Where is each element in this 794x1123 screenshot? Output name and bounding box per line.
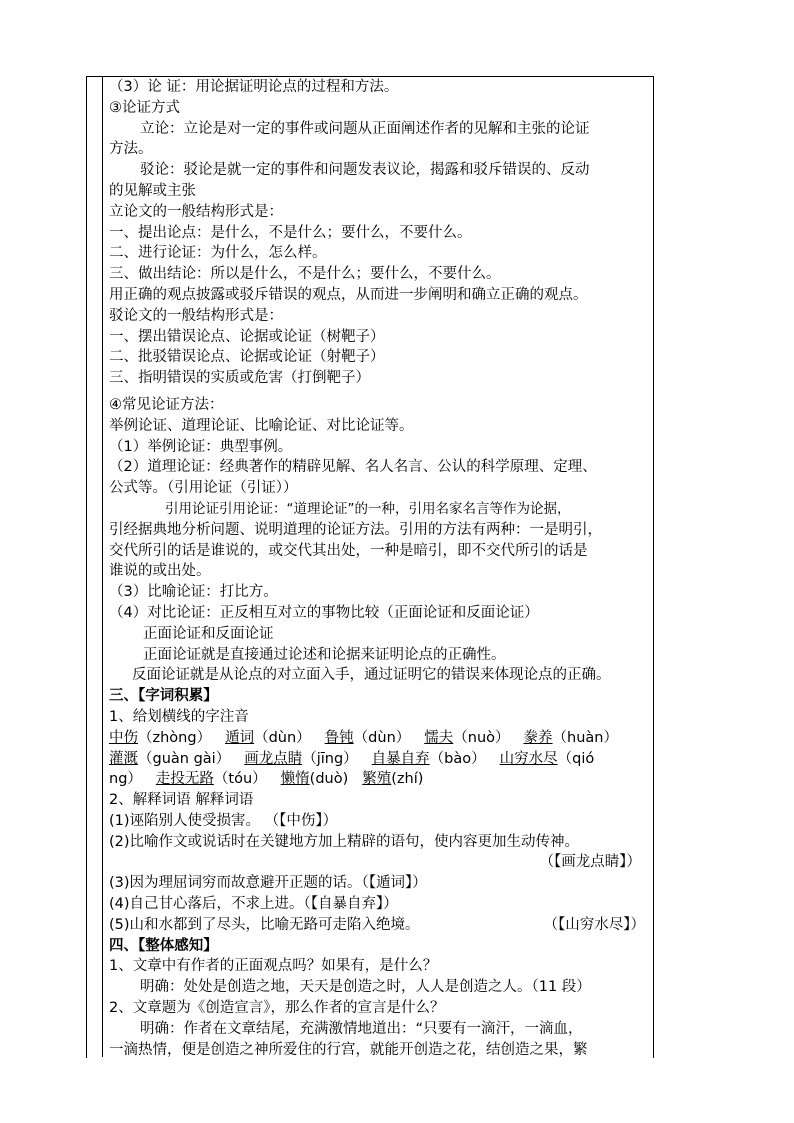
pinyin-line bbox=[109, 749, 649, 770]
underlined-word: 遁词 bbox=[225, 729, 255, 746]
pinyin: （bào） bbox=[429, 750, 486, 767]
text-line: 的见解或主张 bbox=[109, 182, 196, 199]
text-line: （3）比喻论证：打比方。 bbox=[109, 584, 278, 601]
answer-text: （【山穷水尽】） bbox=[543, 916, 645, 933]
text-line: 引经据典地分析问题、说明道理的论证方法。引用的方法有两种：一是明引， bbox=[109, 521, 602, 538]
text-line: 交代所引的话是谁说的，或交代其出处，一种是暗引，即不交代所引的话是 bbox=[109, 542, 588, 559]
text-line: （【画龙点睛】） bbox=[539, 854, 641, 871]
definition-text: (5)山和水都到了尽头，比喻无路可走陷入绝境。 bbox=[109, 916, 420, 933]
text-line: (4)自己甘心落后，不求上进。（【自暴自弃】） bbox=[109, 896, 398, 913]
text-line bbox=[109, 915, 649, 936]
text-line: 驳论：驳论是就一定的事件和问题发表议论，揭露和驳斥错误的、反动 bbox=[140, 162, 590, 179]
text-line: 引用论证引用论证：“道理论证”的一种，引用名家名言等作为论据， bbox=[165, 500, 571, 517]
text-line: ④常见论证方法： bbox=[109, 396, 224, 413]
pinyin: （zhòng） bbox=[138, 729, 212, 746]
text-line: 三、做出结论：所以是什么，不是什么；要什么，不要什么。 bbox=[109, 266, 501, 283]
text-line: 正面论证就是直接通过论述和论据来证明论点的正确性。 bbox=[143, 646, 506, 663]
text-line: (3)因为理屈词穷而故意避开正题的话。（【遁词】） bbox=[109, 875, 427, 892]
text-line: 一、摆出错误论点、论据或论证（树靶子） bbox=[109, 328, 385, 345]
text-line: 一滴热情，便是创造之神所爱住的行宫，就能开创造之花，结创造之果，繁 bbox=[109, 1041, 588, 1058]
text-line: 方法。 bbox=[109, 141, 153, 158]
underlined-word: 山穷水尽 bbox=[499, 750, 558, 767]
pinyin: ng） bbox=[109, 771, 142, 788]
pinyin: （jīng） bbox=[302, 750, 358, 767]
underlined-word: 灌溉 bbox=[109, 750, 138, 767]
underlined-word: 懒惰 bbox=[280, 771, 310, 788]
text-line: ③论证方式 bbox=[109, 99, 180, 116]
text-line: 驳论文的一般结构形式是： bbox=[109, 307, 283, 324]
text-line: 公式等。（引用论证（引证）） bbox=[109, 480, 298, 497]
pinyin: (duò) bbox=[309, 771, 349, 788]
underlined-word: 画龙点睛 bbox=[244, 750, 303, 767]
text-line: 用正确的观点披露或驳斥错误的观点，从而进一步阐明和确立正确的观点。 bbox=[109, 286, 588, 303]
text-line: （4）对比论证：正反相互对立的事物比较（正面论证和反面论证） bbox=[109, 604, 539, 621]
text-line: 2、文章题为《创造宣言》，那么作者的宣言是什么？ bbox=[109, 1000, 445, 1017]
text-line: (1)诬陷别人使受损害。 （【中伤】） bbox=[109, 812, 338, 829]
underlined-word: 繁殖 bbox=[362, 771, 392, 788]
text-line: 1、文章中有作者的正面观点吗？如果有，是什么？ bbox=[109, 958, 438, 975]
text-line: 二、进行论证：为什么，怎么样。 bbox=[109, 245, 327, 262]
text-line: （2）道理论证：经典著作的精辟见解、名人名言、公认的科学原理、定理、 bbox=[109, 459, 597, 476]
document-body bbox=[109, 77, 649, 1060]
pinyin-line bbox=[109, 769, 649, 790]
text-line: 立论：立论是对一定的事件或问题从正面阐述作者的见解和主张的论证 bbox=[140, 120, 590, 137]
text-line: 三、指明错误的实质或危害（打倒靶子） bbox=[109, 370, 370, 387]
pinyin: （huàn） bbox=[552, 729, 618, 746]
text-line: 一、提出论点：是什么，不是什么；要什么，不要什么。 bbox=[109, 224, 472, 241]
text-line: 谁说的或出处。 bbox=[109, 563, 211, 580]
pinyin-line bbox=[109, 728, 649, 749]
text-line: 1、给划横线的字注音 bbox=[109, 708, 249, 725]
pinyin: （tóu） bbox=[213, 771, 267, 788]
text-line: （1）举例论证：典型事例。 bbox=[109, 438, 293, 455]
text-line: 正面论证和反面论证 bbox=[143, 625, 274, 642]
text-line: (2)比喻作文或说话时在关键地方加上精辟的语句，使内容更加生动传神。 bbox=[109, 833, 580, 850]
underlined-word: 走投无路 bbox=[155, 771, 214, 788]
pinyin: （dùn） bbox=[254, 729, 311, 746]
text-line: 反面论证就是从论点的对立面入手，通过证明它的错误来体现论点的正确。 bbox=[132, 667, 611, 684]
underlined-word: 鲁钝 bbox=[324, 729, 354, 746]
text-line: 明确：作者在文章结尾，充满激情地道出：“只要有一滴汗，一滴血， bbox=[140, 1020, 583, 1037]
table-column-divider bbox=[102, 76, 103, 1057]
pinyin: （nuò） bbox=[453, 729, 510, 746]
pinyin: (zhí) bbox=[391, 771, 424, 788]
text-line: 举例论证、道理论证、比喻论证、对比论证等。 bbox=[109, 417, 414, 434]
underlined-word: 豢养 bbox=[523, 729, 553, 746]
text-line: 二、批驳错误论点、论据或论证（射靶子） bbox=[109, 349, 385, 366]
text-line: 2、解释词语 解释词语 bbox=[109, 792, 254, 809]
text-line: （3）论 证：用论据证明论点的过程和方法。 bbox=[109, 79, 399, 95]
text-line: 明确：处处是创造之地，天天是创造之时，人人是创造之人。（11 段） bbox=[140, 979, 591, 996]
pinyin: （guàn gài） bbox=[138, 750, 231, 767]
text-line: 立论文的一般结构形式是： bbox=[109, 203, 283, 220]
pinyin: （dùn） bbox=[353, 729, 411, 746]
underlined-word: 中伤 bbox=[109, 729, 138, 746]
underlined-word: 自暴自弃 bbox=[371, 750, 430, 767]
section-heading: 三、【字词积累】 bbox=[109, 688, 218, 705]
section-heading: 四、【整体感知】 bbox=[109, 937, 218, 954]
pinyin: （qió bbox=[557, 750, 595, 767]
underlined-word: 懦夫 bbox=[424, 729, 454, 746]
